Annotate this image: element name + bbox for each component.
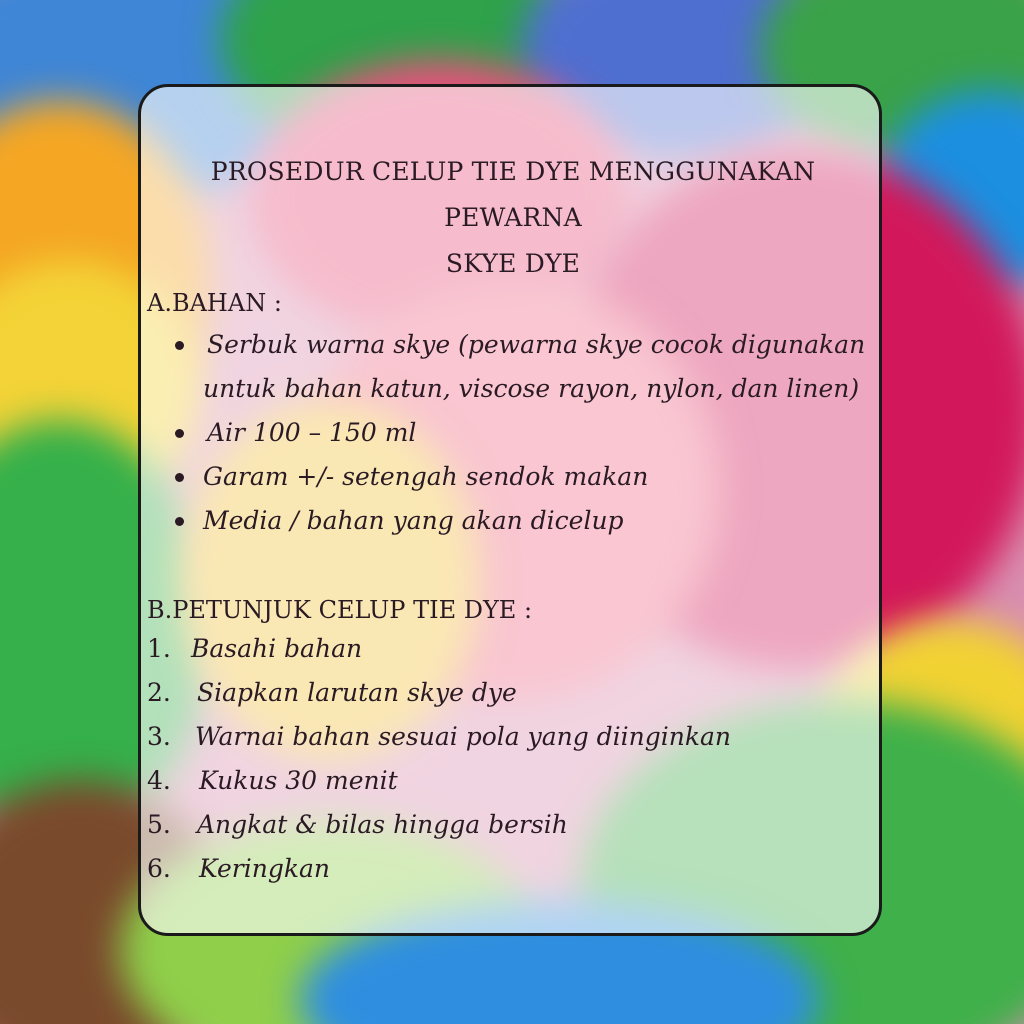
title-line-2: SKYE DYE xyxy=(445,249,581,278)
list-item-bahan xyxy=(171,411,871,455)
list-item-bahan xyxy=(171,455,871,499)
step-number: 6. xyxy=(147,854,171,883)
list-item-bahan xyxy=(171,323,871,411)
step-text: Keringkan xyxy=(199,854,331,883)
bullet-icon xyxy=(175,429,184,438)
list-item-text: Media / bahan yang akan dicelup xyxy=(203,506,624,535)
list-item-bahan xyxy=(171,499,871,543)
section-heading-petunjuk: B.PETUNJUK CELUP TIE DYE : xyxy=(147,596,533,624)
page-title xyxy=(151,149,875,287)
step-text: Warnai bahan sesuai pola yang diinginkan xyxy=(195,722,732,751)
step-text: Angkat & bilas hingga bersih xyxy=(197,810,568,839)
step-number: 1. xyxy=(147,634,171,663)
step-number: 4. xyxy=(147,766,171,795)
list-item-text: Serbuk warna skye (pewarna skye cocok digunakan xyxy=(207,330,866,359)
title-line-1: PROSEDUR CELUP TIE DYE MENGGUNAKAN PEWARNA xyxy=(210,157,816,232)
list-item-text: Air 100 – 150 ml xyxy=(207,418,417,447)
bullet-icon xyxy=(175,341,184,350)
step-text: Kukus 30 menit xyxy=(199,766,398,795)
step-text: Basahi bahan xyxy=(191,634,363,663)
step-number: 3. xyxy=(147,722,171,751)
list-item-text: Garam +/- setengah sendok makan xyxy=(203,462,649,491)
step-number: 5. xyxy=(147,810,171,839)
section-heading-bahan: A.BAHAN : xyxy=(147,289,282,317)
instructions-panel xyxy=(138,84,882,936)
bullet-icon xyxy=(175,517,184,526)
step-number: 2. xyxy=(147,678,171,707)
bullet-icon xyxy=(175,473,184,482)
list-item-text-cont: untuk bahan katun, viscose rayon, nylon, dan linen) xyxy=(203,374,860,403)
step-text: Siapkan larutan skye dye xyxy=(197,678,517,707)
